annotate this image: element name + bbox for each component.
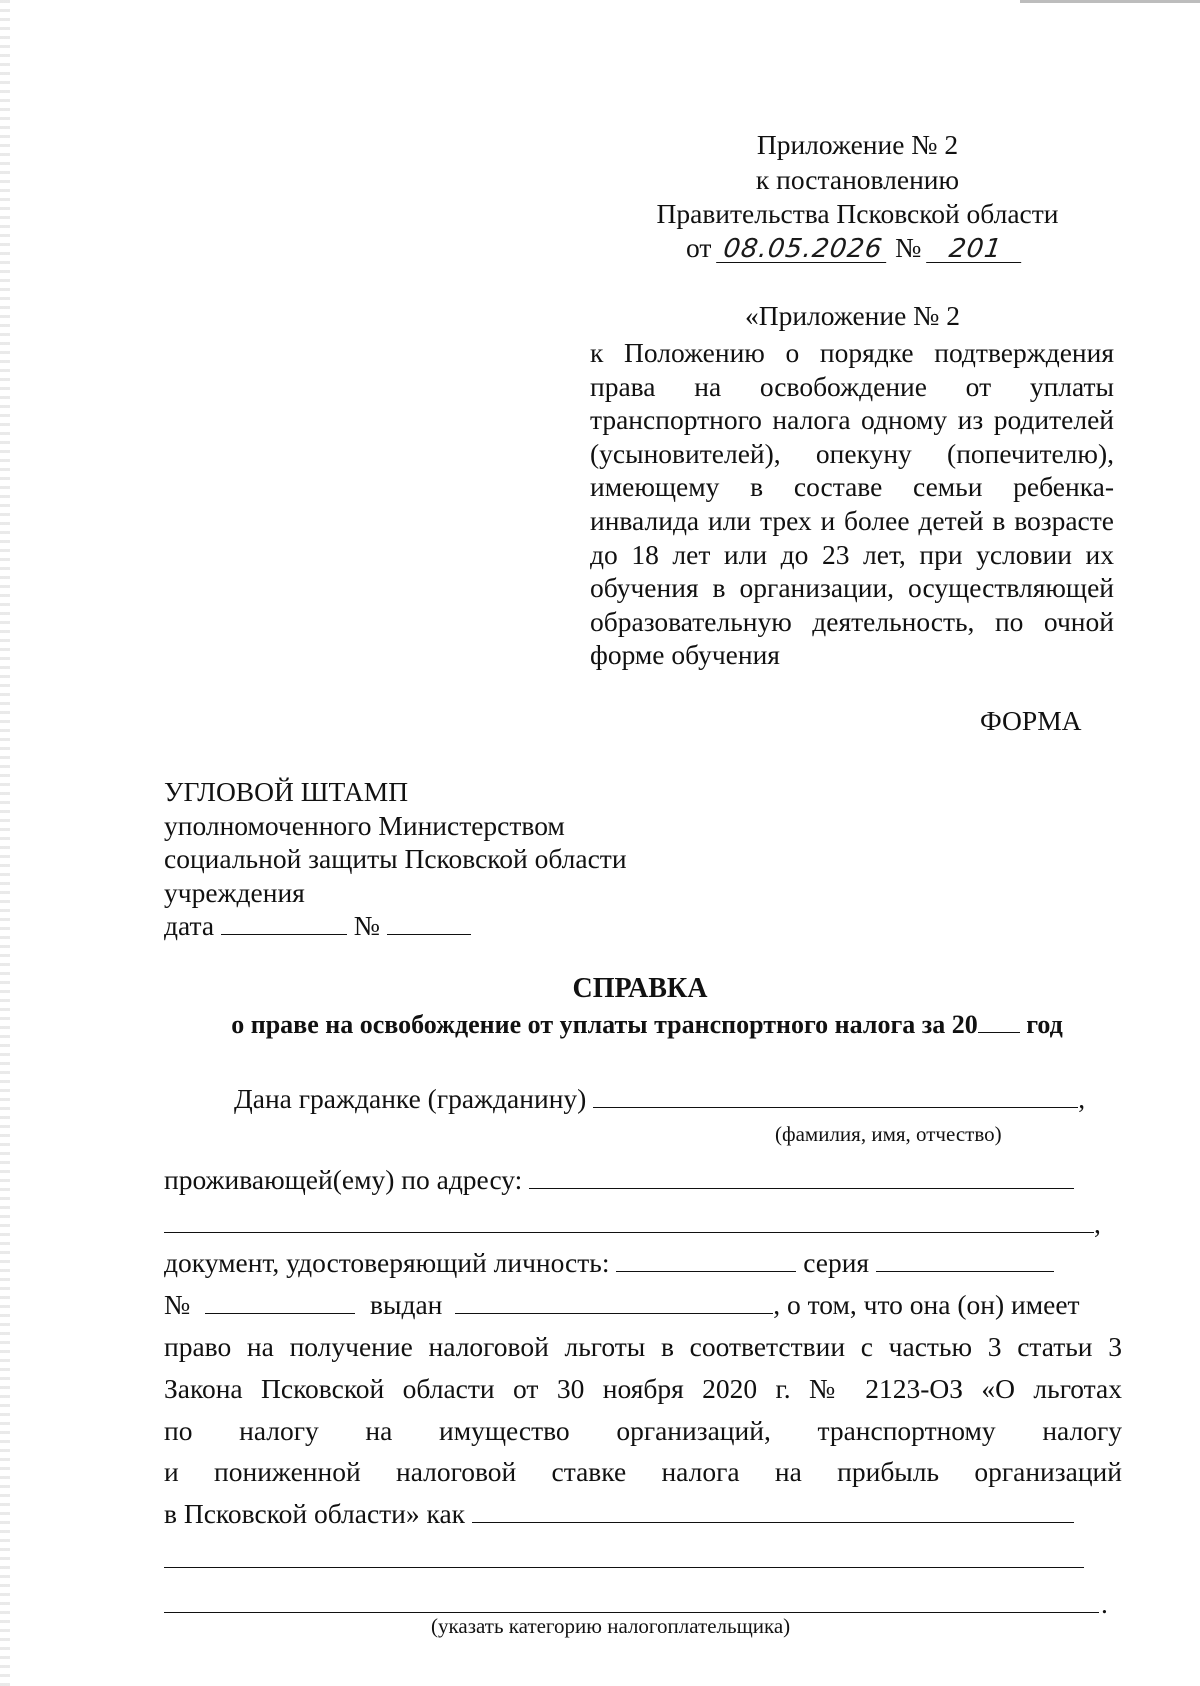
doc-number-field[interactable] <box>205 1312 355 1314</box>
header-date-line <box>686 234 1023 263</box>
issued-by-field[interactable] <box>455 1312 773 1314</box>
header-line-1: Приложение № 2 <box>756 129 959 160</box>
legal-line-2: Закона Псковской области от 30 ноября 2020 г. № 2123-ОЗ «О льготах <box>164 1373 1122 1404</box>
subtitle-text: о праве на освобождение от уплаты транспортного налога за 20 <box>231 1010 978 1039</box>
stamp-line-4: учреждения <box>164 876 305 908</box>
category-caption: (указать категорию налогоплательщика) <box>431 1614 791 1638</box>
stamp-date-row <box>164 909 627 943</box>
id-document-field[interactable] <box>616 1270 796 1272</box>
final-period: . <box>1101 1588 1108 1619</box>
fio-field[interactable] <box>593 1106 1078 1108</box>
stamp-date-label: дата <box>164 910 215 942</box>
category-field-2[interactable] <box>164 1567 1084 1568</box>
number-sign: № <box>895 232 922 263</box>
date-prefix: от <box>686 232 712 263</box>
address-row-2 <box>164 1210 1122 1238</box>
subtitle-end: год <box>1026 1010 1063 1039</box>
id-document-row <box>164 1249 1122 1277</box>
legal-line-5: в Псковской области» как <box>164 1498 466 1529</box>
handwritten-number: 201 <box>926 236 1025 263</box>
document-title: СПРАВКА <box>572 973 708 1004</box>
appendix-title: «Приложение № 2 <box>744 300 961 331</box>
stamp-line-2: уполномоченного Министерством <box>164 809 565 841</box>
issued-to-label: Дана гражданке (гражданину) <box>234 1083 587 1114</box>
number-issued-row <box>164 1291 1122 1319</box>
stamp-number-label: № <box>353 910 381 942</box>
comma: , <box>1078 1083 1086 1114</box>
comma: , <box>1094 1208 1101 1239</box>
header-line-3: Правительства Псковской области <box>656 198 1059 229</box>
stamp-line-1: УГЛОВОЙ ШТАМП <box>164 776 409 807</box>
stamp-line-3: социальной защиты Псковской области <box>164 843 627 875</box>
series-field[interactable] <box>876 1270 1054 1272</box>
appendix-text: к Положению о порядке подтверждения права на освобождение от уплаты транспортного налога одному из родителей (усыновителей), опекуну (попечителю), имеющему в составе семьи ребенка-инвалида или трех и более детей в возрасте до 18 лет или до 23 лет, при условии их обучения в организации, осуществляющей образовательную деятельность, по очной форме обучения <box>590 337 1114 671</box>
doc-number-label: № <box>164 1289 191 1320</box>
handwritten-date: 08.05.2026 <box>716 236 890 263</box>
category-field[interactable] <box>472 1521 1074 1523</box>
address-field-2[interactable] <box>164 1231 1094 1233</box>
address-label: проживающей(ему) по адресу: <box>164 1164 523 1195</box>
issued-to-row <box>234 1085 1192 1113</box>
that-clause: , о том, что она (он) имеет <box>773 1289 1080 1320</box>
issued-by-label: выдан <box>370 1289 443 1320</box>
legal-line-4: и пониженной налоговой ставке налога на прибыль организаций <box>164 1456 1122 1487</box>
corner-stamp <box>164 775 627 943</box>
id-document-label: документ, удостоверяющий личность: <box>164 1247 610 1278</box>
category-field-3[interactable] <box>164 1612 1099 1613</box>
page-edge <box>0 0 10 1686</box>
legal-line-3: по налогу на имущество организаций, транспортному налогу <box>164 1415 1122 1446</box>
stamp-date-blank[interactable] <box>221 933 347 935</box>
stamp-number-blank[interactable] <box>387 933 471 935</box>
year-blank[interactable] <box>978 1031 1020 1033</box>
legal-line-1: право на получение налоговой льготы в соответствии с частью 3 статьи 3 <box>164 1331 1122 1362</box>
document-subtitle <box>164 1012 1130 1038</box>
address-row <box>164 1166 1122 1194</box>
legal-line-5-row <box>164 1500 1122 1528</box>
form-label: ФОРМА <box>980 705 1082 736</box>
address-field[interactable] <box>529 1187 1074 1189</box>
series-label: серия <box>803 1247 870 1278</box>
fio-caption: (фамилия, имя, отчество) <box>775 1122 1002 1146</box>
header-line-2: к постановлению <box>755 164 960 195</box>
page-edge-top <box>1020 0 1200 3</box>
